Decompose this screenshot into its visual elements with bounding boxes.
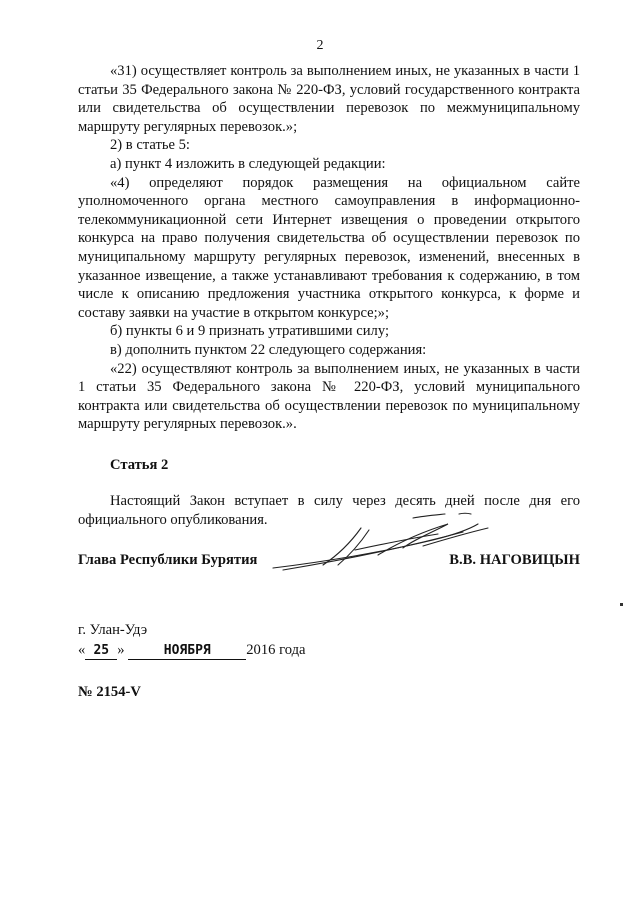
place-date-block: [78, 620, 306, 660]
law-number: № 2154-V: [78, 684, 141, 700]
signature-block: [78, 540, 580, 580]
paragraph: 2) в статье 5:: [110, 137, 190, 154]
scan-mark: [620, 603, 623, 606]
date-line: [78, 640, 306, 660]
city: г. Улан-Удэ: [78, 622, 148, 638]
quote-open: «: [78, 642, 86, 658]
paragraph: «22) осуществляют контроль за выполнением иных, не указанных в части 1 статьи 35 Федерального закона № 220-ФЗ, условий муниципального контракта или свидетельства об осуществлении перевозок по муниципальному маршруту регулярных перевозок.».: [78, 360, 580, 433]
paragraph: «31) осуществляет контроль за выполнением иных, не указанных в части 1 статьи 35 Федерального закона № 220-ФЗ, условий государственного контракта или свидетельства об осуществлении перевозок по межмуниципальному маршруту регулярных перевозок.»;: [78, 63, 580, 135]
page-number: 2: [316, 38, 324, 53]
quote-close: »: [117, 642, 125, 658]
signatory-title: Глава Республики Бурятия: [78, 552, 258, 568]
date-day: 25: [85, 643, 117, 660]
date-year: 2016 года: [246, 642, 306, 658]
paragraph: а) пункт 4 изложить в следующей редакции:: [110, 155, 386, 172]
signatory-name: В.В. НАГОВИЦЫН: [449, 552, 580, 568]
paragraph: в) дополнить пунктом 22 следующего содержания:: [110, 341, 427, 358]
document-body: [78, 62, 580, 530]
article-heading: Статья 2: [110, 456, 169, 473]
paragraph: «4) определяют порядок размещения на официальном сайте уполномоченного органа местного самоуправления в информационно-телекоммуникационной сети Интернет извещения о проведении открытого конкурса на право получения свидетельства об осуществлении перевозок по муниципальному маршруту регулярных перевозок, изменений, внесенных в указанное извещение, а также устанавливают требования к содержанию, в том числе к описанию предложения участника открытого конкурса, к форме и составу заявки на участие в открытом конкурсе;»;: [78, 174, 580, 321]
article-text: Настоящий Закон вступает в силу через десять дней после дня его официального опубликования.: [78, 493, 580, 529]
paragraph: б) пункты 6 и 9 признать утратившими силу;: [110, 323, 389, 340]
date-month: НОЯБРЯ: [128, 643, 246, 660]
handwritten-signature: [263, 510, 523, 580]
